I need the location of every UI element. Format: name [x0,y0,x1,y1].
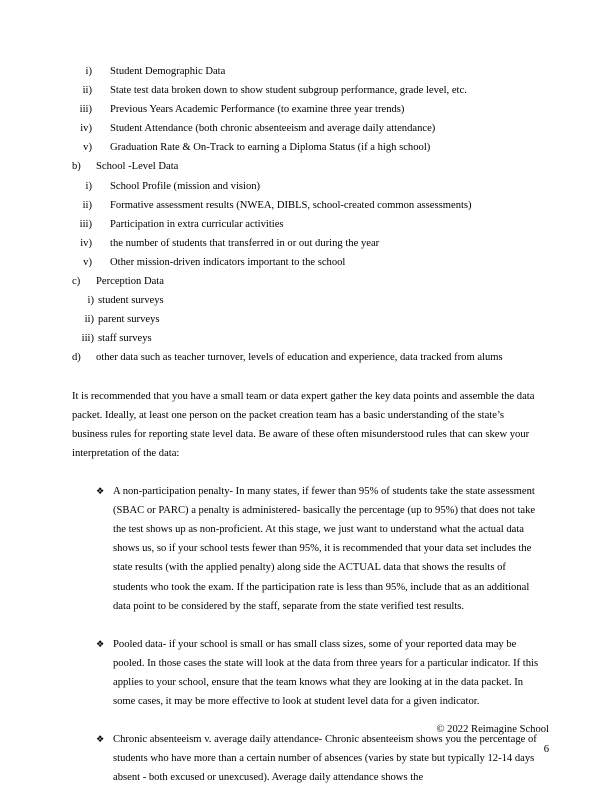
list-item [72,310,542,329]
list-item-text: School Profile (mission and vision) [110,180,261,192]
bullet-item-text: Pooled data- if your school is small or has small class sizes, some of your reported data may be pooled. In those cases the state will look at the data from three years for a particular indicator. If this applies to your school, ensure that the team knows what they are looking at in the data packet. In some cases, it may be more effective to look at student level data for a given indicator. [113,638,539,708]
list-item-text: other data such as teacher turnover, levels of education and experience, data tracked from alums [96,352,503,364]
list-item [72,348,542,367]
list-item-text: student surveys [98,295,164,307]
list-item-text: State test data broken down to show student subgroup performance, grade level, etc. [110,85,467,97]
list-marker: v) [83,256,92,268]
list-item [72,272,542,291]
list-marker: ii) [82,85,92,97]
list-item-text: School -Level Data [96,161,179,173]
paragraph-spacer [72,463,542,482]
list-item-text: the number of students that transferred in or out during the year [110,237,380,249]
bullet-item-text: Chronic absenteeism v. average daily attendance- Chronic absenteeism shows you the percentage of students who have more than a certain number of absences (varies by state but typically 12-14 days absent - both excused or unexcused). Average daily attendance shows the [113,734,537,784]
list-marker: i) [85,180,92,192]
list-item [72,100,542,119]
document-body [72,62,542,788]
outline-list [72,62,542,368]
list-marker: i) [85,66,92,77]
list-marker: ii) [84,314,94,326]
list-item-text: Previous Years Academic Performance (to examine three year trends) [110,104,405,116]
list-item [72,215,542,234]
list-item-text: staff surveys [98,333,152,345]
list-item-text: Other mission-driven indicators important to the school [110,256,346,268]
list-marker: iv) [80,123,92,135]
list-item [72,177,542,196]
diamond-bullet-icon: ❖ [96,638,105,650]
list-item [72,196,542,215]
list-marker: iii) [79,218,92,230]
intro-paragraph: It is recommended that you have a small team or data expert gather the key data points and assemble the data packet. Ideally, at least one person on the packet creation team has a basic understanding of the state’s business rules for reporting state level data. Be aware of these often misunderstood rules that can skew your interpretation of the data: [72,390,535,459]
list-item-text: Perception Data [96,276,164,288]
list-item-text: parent surveys [98,314,160,326]
list-marker: iii) [81,333,94,345]
list-item-text: Participation in extra curricular activities [110,218,284,230]
list-item [72,329,542,348]
list-marker: v) [83,142,92,154]
diamond-bullet-icon: ❖ [96,486,105,498]
list-marker: c) [72,276,81,288]
list-marker: i) [87,295,94,307]
list-item [72,253,542,272]
list-item [72,234,542,253]
list-item [72,81,542,100]
list-item-text: Formative assessment results (NWEA, DIBLS, school-created common assessments) [110,199,472,211]
bullet-item-text: A non-participation penalty- In many states, if fewer than 95% of students take the state assessment (SBAC or PARC) a penalty is administered- basically the percentage (up to 95%) that does not take the test shows up as non-proficient. At this stage, we just want to understand what the actual data shows us, so if your school tests fewer than 95%, it is recommended that your data set includes the state results (with the applied penalty) along side the ACTUAL data that shows the results of students who took the exam. If the participation rate is less than 95%, include that as an additional data point to be considered by the staff, separate from the state verified test results. [113,486,536,612]
bullet-list-item [72,482,542,616]
list-item [72,138,542,157]
list-item [72,119,542,138]
bullet-list-item [72,635,542,711]
page-number: 6 [543,744,549,755]
list-item-text: Graduation Rate & On-Track to earning a Diploma Status (if a high school) [110,142,431,154]
footer-copyright: © 2022 Reimagine School [436,724,549,735]
list-item [72,291,542,310]
list-marker: iv) [80,237,92,249]
list-marker: ii) [82,199,92,211]
list-item-text: Student Demographic Data [110,66,226,77]
list-marker: d) [72,352,81,364]
list-item [72,62,542,81]
paragraph-spacer [72,368,542,387]
diamond-bullet-icon: ❖ [96,734,105,746]
list-item [72,157,542,176]
list-marker: iii) [79,104,92,116]
list-item-text: Student Attendance (both chronic absenteeism and average daily attendance) [110,123,436,135]
paragraph-spacer [72,616,542,635]
list-marker: b) [72,161,81,173]
